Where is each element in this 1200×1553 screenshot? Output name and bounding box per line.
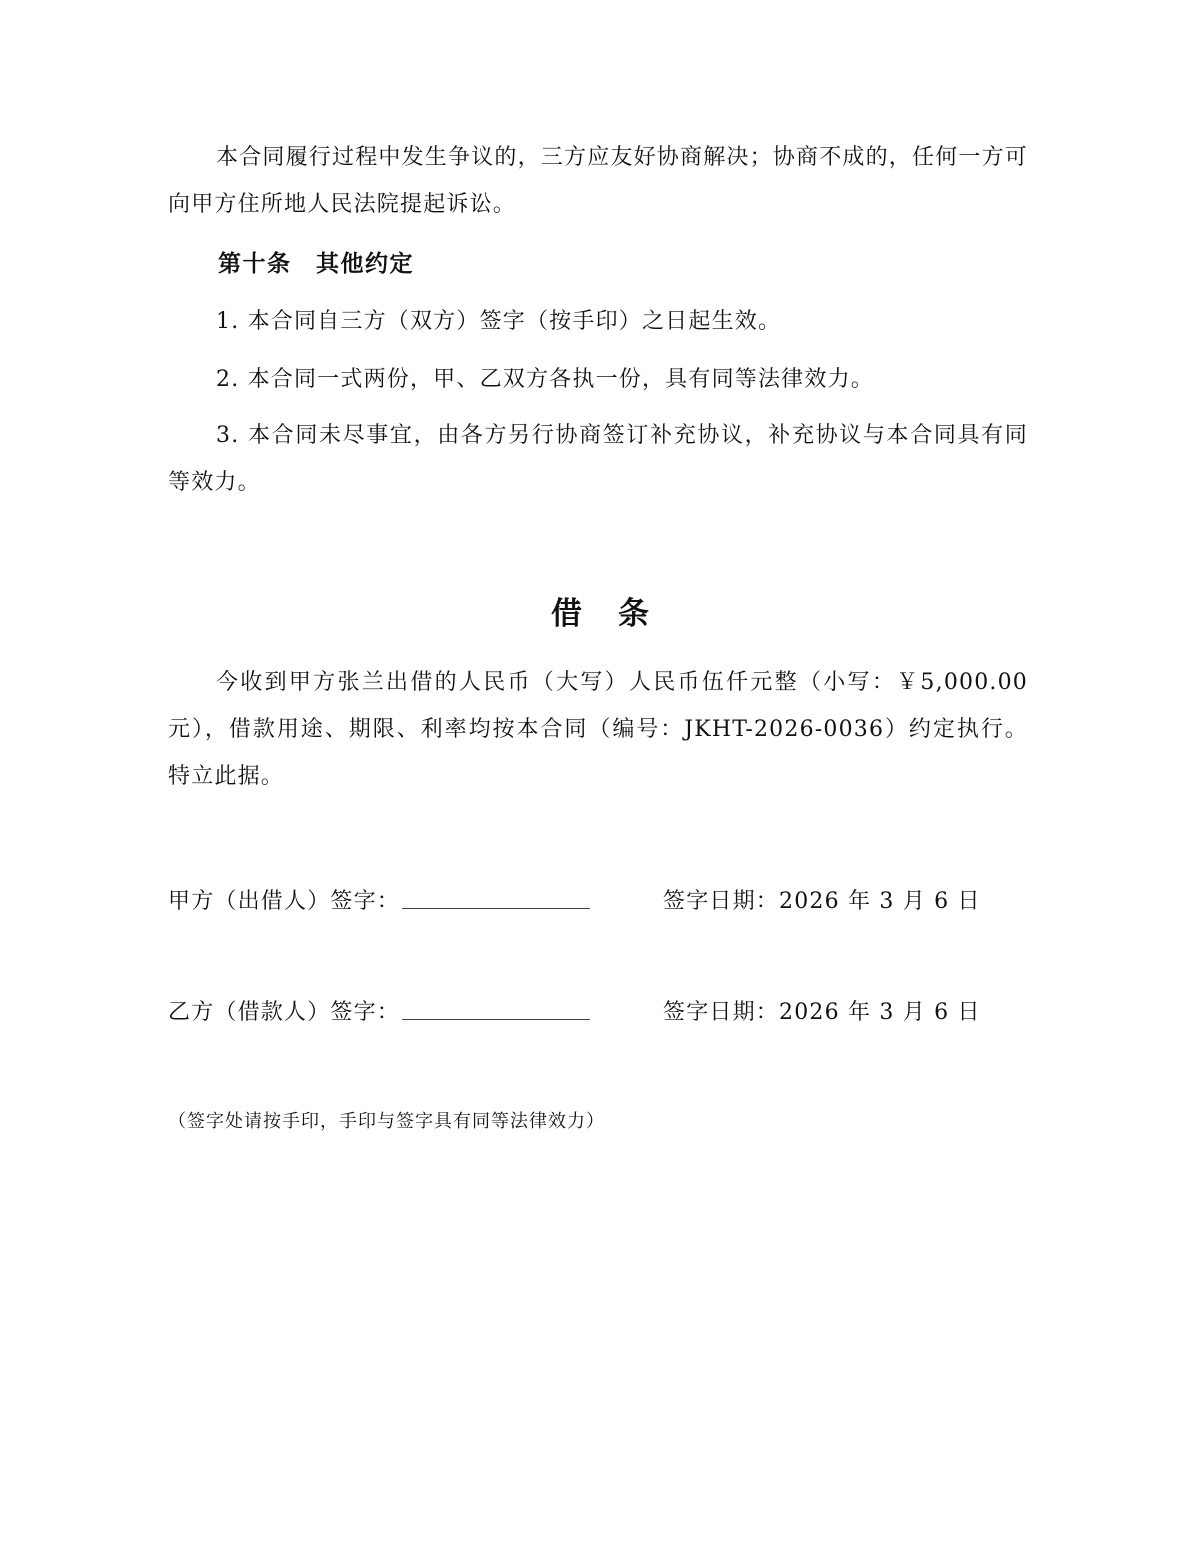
lender-signature-row <box>168 884 1028 916</box>
receipt-body-text: 今收到甲方张兰出借的人民币（大写）人民币伍仟元整（小写：￥5,000.00元），借款用途、期限、利率均按本合同（编号：JKHT-2026-0036）约定执行。特立此据。 <box>168 670 1028 789</box>
fingerprint-footnote: （签字处请按手印，手印与签字具有同等法律效力） <box>168 1111 605 1132</box>
article-10-heading: 第十条 其他约定 <box>218 251 414 277</box>
receipt-title: 借条 <box>551 596 685 632</box>
article-10-item-text: 2. 本合同一式两份，甲、乙双方各执一份，具有同等法律效力。 <box>216 367 874 392</box>
lender-signature-label: 甲方（出借人）签字： <box>168 889 401 914</box>
dispute-clause <box>168 134 1028 228</box>
lender-signature-line[interactable] <box>402 908 590 909</box>
lender-signature-date: 签字日期：2026 年 3 月 6 日 <box>663 889 981 914</box>
article-10-item-text: 3. 本合同未尽事宜，由各方另行协商签订补充协议，补充协议与本合同具有同等效力。 <box>168 423 1028 495</box>
borrower-signature-row <box>168 995 1028 1027</box>
article-10-item-1 <box>168 298 1028 345</box>
article-10-item-text: 1. 本合同自三方（双方）签字（按手印）之日起生效。 <box>216 309 782 334</box>
borrower-signature-line[interactable] <box>402 1019 590 1020</box>
dispute-clause-text: 本合同履行过程中发生争议的，三方应友好协商解决；协商不成的，任何一方可向甲方住所地人民法院提起诉讼。 <box>168 145 1029 217</box>
receipt-body <box>168 659 1028 800</box>
borrower-signature-date: 签字日期：2026 年 3 月 6 日 <box>663 1000 981 1025</box>
borrower-signature-label: 乙方（借款人）签字： <box>168 1000 401 1025</box>
article-10-item-2 <box>168 356 1028 403</box>
article-10-heading-wrap <box>168 245 1028 278</box>
article-10-item-3 <box>168 412 1028 506</box>
